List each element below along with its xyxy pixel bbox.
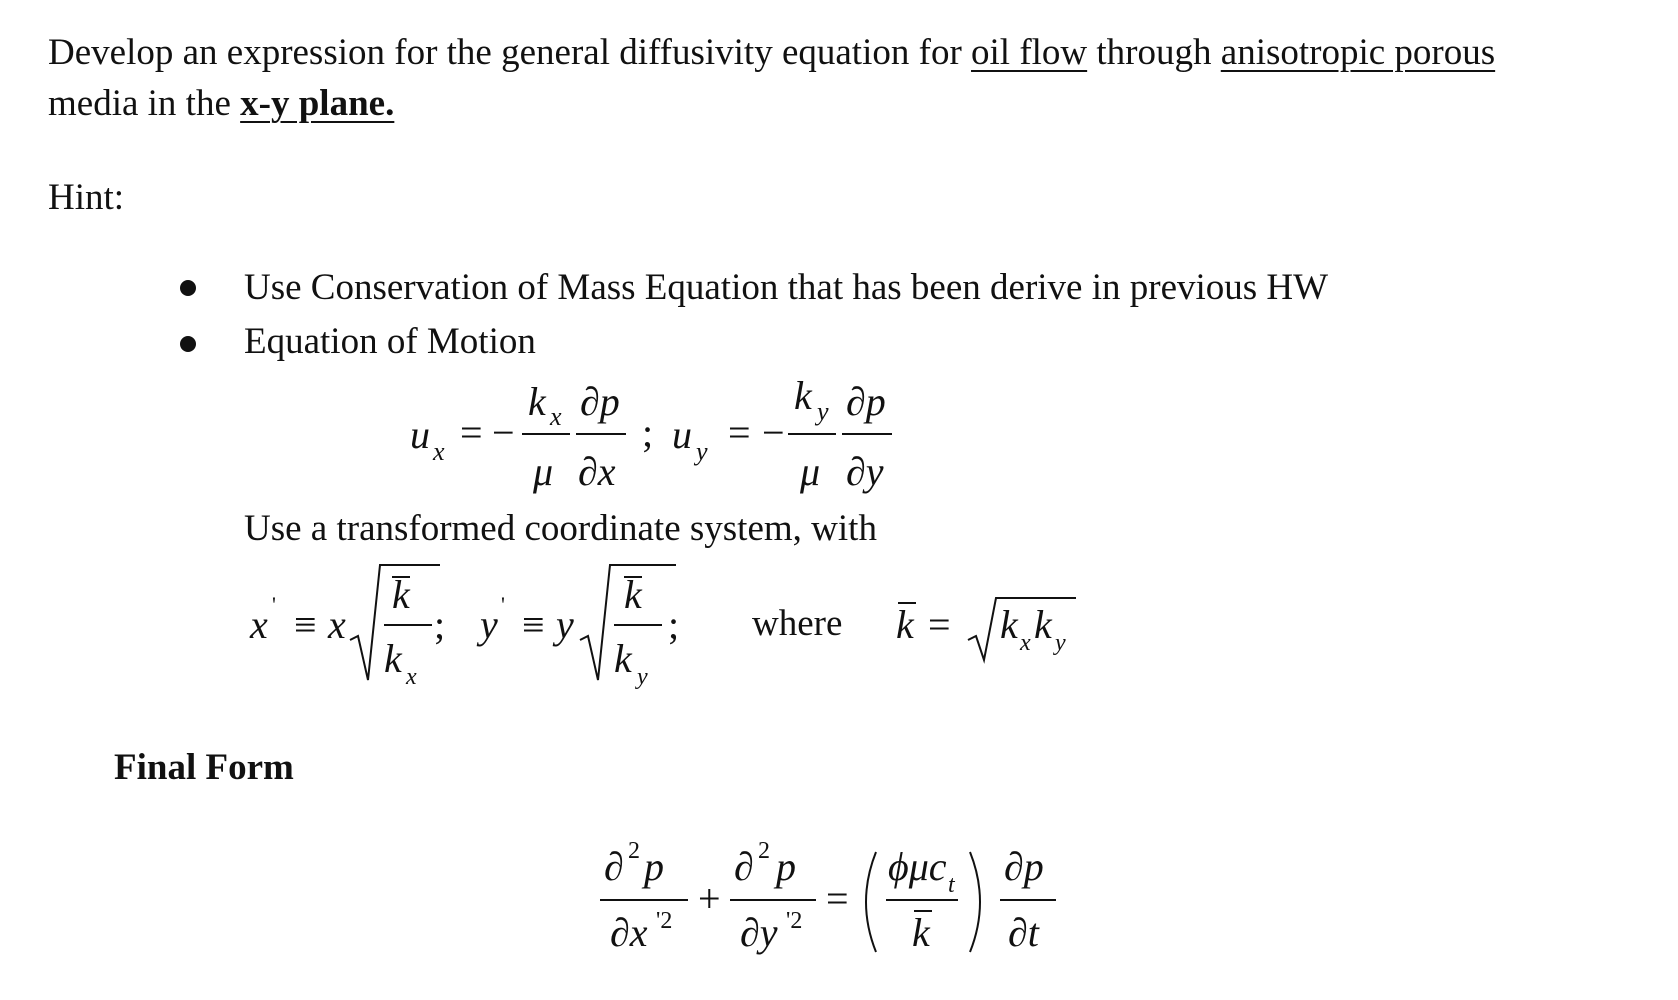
svg-text:': ' (501, 592, 505, 617)
svg-text:=: = (826, 876, 849, 921)
svg-text:u: u (410, 412, 430, 457)
svg-text:∂: ∂ (604, 844, 624, 889)
svg-text:∂: ∂ (734, 844, 754, 889)
svg-text:∂p: ∂p (846, 379, 886, 424)
svg-text:∂p: ∂p (1004, 844, 1044, 889)
svg-text:;: ; (434, 602, 446, 647)
problem-text: media in the (48, 83, 241, 124)
svg-text:k: k (614, 636, 632, 681)
svg-text:k: k (1000, 602, 1018, 647)
svg-text:−: − (762, 410, 785, 455)
svg-text:k: k (528, 379, 546, 424)
where-text: where (752, 603, 843, 644)
svg-text:k: k (392, 572, 410, 617)
svg-text:x: x (550, 402, 562, 431)
svg-text:2: 2 (628, 838, 640, 864)
transform-instruction: Use a transformed coordinate system, with (244, 508, 877, 549)
svg-text:∂t: ∂t (1008, 910, 1039, 955)
final-form-label: Final Form (114, 747, 294, 788)
hint-bullet-2: Equation of Motion (244, 321, 536, 362)
problem-text: through (1087, 32, 1221, 73)
svg-text:ϕμc: ϕμc (888, 844, 947, 889)
anisotropic-porous-link: anisotropic porous (1220, 32, 1496, 73)
svg-text:y: y (1055, 630, 1066, 656)
svg-text:': ' (272, 592, 276, 617)
svg-text:y: y (480, 602, 498, 647)
hint-bullet-1: Use Conservation of Mass Equation that has been derive in previous HW (244, 267, 1329, 308)
svg-text:x: x (433, 437, 445, 466)
svg-text:∂y: ∂y (846, 449, 884, 494)
svg-text:x: x (1020, 630, 1031, 656)
xy-plane-emphasis: x-y plane. (240, 83, 395, 124)
svg-text:t: t (948, 872, 955, 898)
svg-text:y: y (556, 602, 574, 647)
hint-label: Hint: (48, 177, 125, 218)
svg-text:=: = (728, 410, 751, 455)
svg-text:y: y (817, 397, 829, 426)
svg-text:'2: '2 (786, 908, 803, 934)
svg-text:'2: '2 (656, 908, 673, 934)
svg-text:∂y: ∂y (740, 910, 778, 955)
svg-text:k: k (384, 636, 402, 681)
svg-text:μ: μ (800, 449, 821, 494)
svg-text:∂x: ∂x (610, 910, 648, 955)
svg-text:≡: ≡ (294, 602, 317, 647)
svg-text:;: ; (668, 602, 680, 647)
svg-text:x: x (250, 602, 268, 647)
svg-text:∂x: ∂x (578, 449, 616, 494)
svg-text:u: u (672, 412, 692, 457)
svg-text:∂p: ∂p (580, 379, 620, 424)
svg-text:k: k (896, 602, 914, 647)
svg-text:k: k (912, 910, 930, 955)
svg-text:k: k (1034, 602, 1052, 647)
svg-text:y: y (696, 437, 708, 466)
svg-text:k: k (794, 373, 812, 418)
svg-text:2: 2 (758, 838, 770, 864)
problem-text: Develop an expression for the general diffusivity equation for (48, 32, 972, 73)
svg-text:p: p (644, 844, 664, 889)
svg-text:≡: ≡ (522, 602, 545, 647)
svg-text:−: − (492, 410, 515, 455)
svg-text:+: + (698, 876, 721, 921)
svg-text:y: y (637, 664, 648, 690)
svg-text:x: x (406, 664, 417, 690)
svg-text:x: x (328, 602, 346, 647)
svg-text:;: ; (642, 410, 654, 455)
svg-text:k: k (624, 572, 642, 617)
svg-text:=: = (460, 410, 483, 455)
svg-text:=: = (928, 602, 951, 647)
svg-text:μ: μ (533, 449, 554, 494)
svg-text:p: p (776, 844, 796, 889)
oil-flow-link: oil flow (971, 32, 1088, 73)
